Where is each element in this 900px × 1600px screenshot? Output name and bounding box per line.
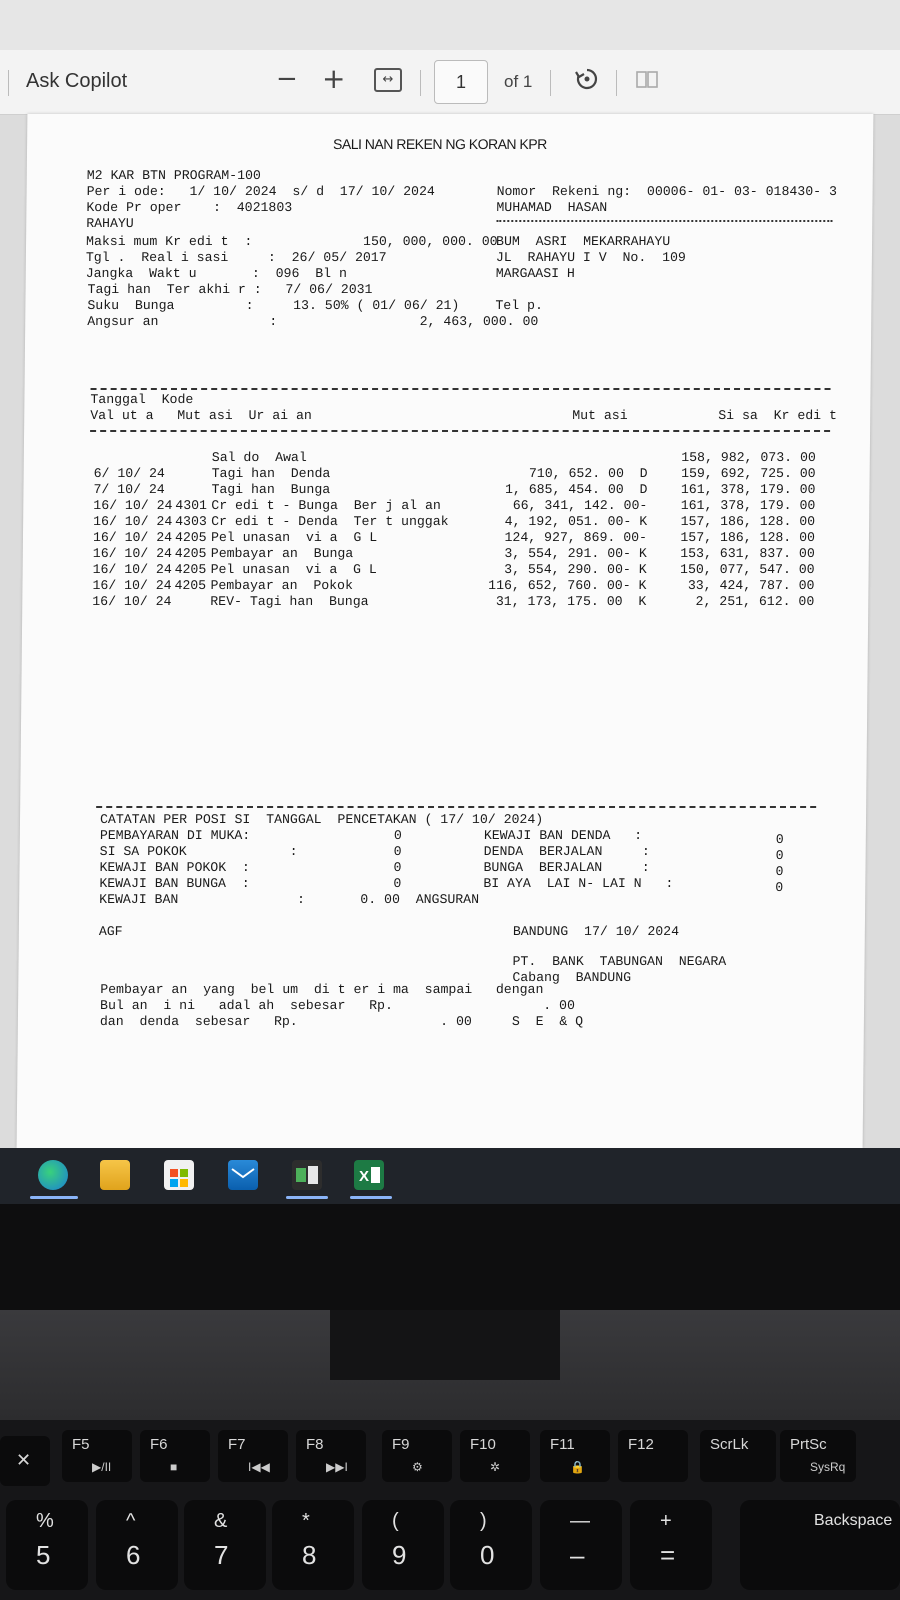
header-left-line: Maksi mum Kr edi t : 150, 000, 000. 00 <box>86 234 498 249</box>
row-description: Cr edi t - Denda Ter t unggak <box>211 514 449 529</box>
catatan-label: PEMBAYARAN DI MUKA: <box>99 828 251 843</box>
toolbar-divider <box>8 70 9 96</box>
row-description: Cr edi t - Bunga Ber j al an <box>211 498 441 513</box>
seq-code: S E & Q <box>511 1014 584 1029</box>
header-left-line: Tgl . Real i sasi : 26/ 05/ 2017 <box>85 250 387 265</box>
row-date: 16/ 10/ 24 <box>93 498 173 513</box>
row-code: 4205 <box>174 546 207 561</box>
branch-name: Cabang BANDUNG <box>512 970 632 985</box>
footer-line: dan denda sebesar Rp. . 00 <box>99 1014 472 1029</box>
backspace-label: Backspace <box>814 1512 893 1529</box>
row-mutasi: 1, 685, 454. 00 D <box>504 482 648 497</box>
header-left-line: M2 KAR BTN PROGRAM-100 <box>86 168 261 183</box>
row-sisa-kredit: 161, 378, 179. 00 <box>680 482 816 497</box>
key-label: F11 <box>550 1436 575 1453</box>
key-digit: 7 <box>214 1540 229 1570</box>
header-left-line: Tagi han Ter akhi r : 7/ 06/ 2031 <box>87 282 373 297</box>
agf-label: AGF <box>98 924 123 939</box>
key-secondary-label: ▶/II <box>92 1460 112 1474</box>
number-key <box>272 1500 354 1590</box>
col-header-tanggal: Tanggal Kode <box>90 392 194 407</box>
toolbar-divider <box>616 70 617 96</box>
row-code: 4205 <box>174 562 207 577</box>
row-mutasi: 66, 341, 142. 00- <box>512 498 648 513</box>
pdf-page <box>17 114 874 1148</box>
row-date: 16/ 10/ 24 <box>92 594 172 609</box>
key-shift-symbol: ( <box>392 1510 399 1532</box>
taskbar <box>0 1148 900 1204</box>
function-key <box>700 1430 776 1482</box>
number-key <box>362 1500 444 1590</box>
row-sisa-kredit: 33, 424, 787. 00 <box>687 578 815 593</box>
key-label: F9 <box>392 1436 410 1453</box>
kewajiban-angsuran: KEWAJI BAN : 0. 00 ANGSURAN <box>99 892 480 907</box>
divider <box>96 806 816 808</box>
rotate-icon[interactable] <box>574 66 600 92</box>
header-left-line: Per i ode: 1/ 10/ 2024 s/ d 17/ 10/ 2024 <box>86 184 435 199</box>
row-code: 4301 <box>175 498 208 513</box>
footer-line: Bul an i ni adal ah sebesar Rp. . 00 <box>99 998 575 1013</box>
address-line: BUM ASRI MEKARRAHAYU <box>496 234 671 249</box>
app-icon[interactable] <box>292 1160 322 1190</box>
row-date: 16/ 10/ 24 <box>92 546 173 561</box>
key-label: PrtSc <box>790 1436 827 1453</box>
row-date: 6/ 10/ 24 <box>93 466 165 481</box>
key-digit: = <box>660 1540 676 1570</box>
row-sisa-kredit: 157, 186, 128. 00 <box>680 530 816 545</box>
catatan-label: KEWAJI BAN BUNGA : <box>99 876 250 891</box>
number-key <box>540 1500 622 1590</box>
active-app-indicator <box>350 1196 392 1199</box>
catatan-label: BUNGA BERJALAN : <box>483 860 650 875</box>
keyboard <box>0 1420 900 1600</box>
header-left-line: Kode Pr oper : 4021803 <box>86 200 293 215</box>
active-app-indicator <box>30 1196 78 1199</box>
toolbar-divider <box>550 70 551 96</box>
divider <box>496 220 832 222</box>
mail-icon[interactable] <box>228 1160 258 1190</box>
bank-name: PT. BANK TABUNGAN NEGARA <box>512 954 727 969</box>
file-explorer-icon[interactable] <box>100 1160 130 1190</box>
key-digit: – <box>570 1540 585 1570</box>
row-date: 16/ 10/ 24 <box>93 514 173 529</box>
catatan-value: 0 <box>393 828 402 843</box>
key-label: F12 <box>628 1436 654 1453</box>
row-mutasi: 124, 927, 869. 00- <box>504 530 648 545</box>
catatan-value: 0 <box>775 864 784 879</box>
row-description: Pel unasan vi a G L <box>210 562 377 577</box>
key-secondary-label: I◀◀ <box>248 1460 270 1474</box>
row-description: REV- Tagi han Bunga <box>210 594 369 609</box>
page-view-icon[interactable] <box>636 70 660 90</box>
key-shift-symbol: ) <box>480 1510 487 1532</box>
col-header-valuta: Val ut a Mut asi Ur ai an <box>90 408 312 423</box>
edge-browser-icon[interactable] <box>38 1160 68 1190</box>
catatan-label: SI SA POKOK : <box>99 844 298 859</box>
function-key <box>618 1430 688 1482</box>
row-description: Tagi han Denda <box>211 466 331 481</box>
row-description: Tagi han Bunga <box>211 482 331 497</box>
row-code: 4205 <box>174 578 207 593</box>
key-secondary-label: 🔒 <box>570 1460 585 1474</box>
number-key <box>6 1500 88 1590</box>
catatan-value: 0 <box>775 832 784 847</box>
account-number: Nomor Rekeni ng: 00006- 01- 03- 018430- 3 <box>496 184 837 199</box>
key-digit: 8 <box>302 1540 317 1570</box>
row-mutasi: 3, 554, 290. 00- K <box>504 562 647 577</box>
function-key <box>140 1430 210 1482</box>
row-code: 4205 <box>174 530 207 545</box>
browser-tab-strip <box>0 0 900 50</box>
catatan-label: KEWAJI BAN POKOK : <box>99 860 250 875</box>
active-app-indicator <box>286 1196 328 1199</box>
key-shift-symbol: % <box>36 1510 54 1532</box>
key-label: ScrLk <box>710 1436 749 1453</box>
pdf-toolbar <box>0 50 900 115</box>
number-key <box>450 1500 532 1590</box>
zoom-out-button[interactable]: − <box>276 64 298 94</box>
header-left-line: Suku Bunga : 13. 50% ( 01/ 06/ 21) <box>87 298 460 313</box>
row-date: 16/ 10/ 24 <box>92 530 173 545</box>
key-label: F10 <box>470 1436 496 1453</box>
row-mutasi: 3, 554, 291. 00- K <box>504 546 647 561</box>
fit-page-icon[interactable]: ↔ <box>374 68 402 92</box>
col-header-mutasi: Mut asi <box>572 408 628 423</box>
number-key <box>184 1500 266 1590</box>
function-key <box>382 1430 452 1482</box>
header-left-line: Angsur an : 2, 463, 000. 00 <box>87 314 539 329</box>
row-description: Pembayar an Bunga <box>210 546 354 561</box>
row-sisa-kredit: 150, 077, 547. 00 <box>680 562 815 577</box>
zoom-in-button[interactable]: + <box>322 62 346 95</box>
row-sisa-kredit: 153, 631, 837. 00 <box>680 546 815 561</box>
key-secondary-label: ▶▶I <box>326 1460 348 1474</box>
row-date: 16/ 10/ 24 <box>92 578 172 593</box>
number-key <box>630 1500 712 1590</box>
function-key <box>780 1430 856 1482</box>
row-date: 16/ 10/ 24 <box>92 562 172 577</box>
phone-label: Tel p. <box>495 298 543 313</box>
key-label: F7 <box>228 1436 246 1453</box>
catatan-value: 0 <box>393 860 402 875</box>
function-key <box>540 1430 610 1482</box>
row-mutasi: 710, 652. 00 D <box>528 466 648 481</box>
page-number-input[interactable]: 1 <box>434 60 488 104</box>
header-left-line: Jangka Wakt u : 096 Bl n <box>85 266 347 281</box>
key-digit: 0 <box>480 1540 495 1570</box>
svg-text:X: X <box>359 1168 370 1185</box>
page-count: of 1 <box>504 72 533 91</box>
divider <box>90 430 830 432</box>
divider <box>91 388 831 390</box>
row-sisa-kredit: 157, 186, 128. 00 <box>680 514 816 529</box>
catatan-label: DENDA BERJALAN : <box>483 844 650 859</box>
key-secondary-label: ■ <box>170 1460 178 1474</box>
address-line: JL RAHAYU I V No. 109 <box>495 250 686 265</box>
catatan-label: BI AYA LAI N- LAI N : <box>483 876 674 891</box>
key-shift-symbol: & <box>214 1510 228 1532</box>
address-line: MARGAASI H <box>495 266 575 281</box>
key-secondary-label: ⚙ <box>412 1460 423 1474</box>
catatan-value: 0 <box>775 848 784 863</box>
row-date: 7/ 10/ 24 <box>93 482 165 497</box>
catatan-value: 0 <box>393 876 402 891</box>
function-key <box>460 1430 530 1482</box>
key-shift-symbol: — <box>570 1510 590 1532</box>
key-shift-symbol: ^ <box>126 1510 136 1532</box>
number-key <box>96 1500 178 1590</box>
key-digit: 9 <box>392 1540 407 1570</box>
function-key <box>62 1430 132 1482</box>
monitor-stand <box>330 1310 560 1380</box>
key-label: F8 <box>306 1436 324 1453</box>
row-sisa-kredit: 158, 982, 073. 00 <box>681 450 816 465</box>
account-holder: MUHAMAD HASAN <box>496 200 608 215</box>
catatan-value: 0 <box>775 880 784 895</box>
row-mutasi: 31, 173, 175. 00 K <box>495 594 647 609</box>
catatan-value: 0 <box>393 844 402 859</box>
key-secondary-label: SysRq <box>810 1460 846 1474</box>
key-shift-symbol: * <box>302 1510 310 1532</box>
header-left-line: RAHAYU <box>86 216 134 231</box>
row-sisa-kredit: 2, 251, 612. 00 <box>695 594 815 609</box>
row-description: Pel unasan vi a G L <box>210 530 378 545</box>
toolbar-divider <box>420 70 421 96</box>
key-label: F6 <box>150 1436 168 1453</box>
key-digit: 6 <box>126 1540 141 1570</box>
mute-key: ✕ <box>0 1436 50 1486</box>
ask-copilot-button[interactable]: Ask Copilot <box>26 70 128 92</box>
desk-background <box>0 1310 900 1420</box>
row-sisa-kredit: 161, 378, 179. 00 <box>680 498 816 513</box>
row-sisa-kredit: 159, 692, 725. 00 <box>681 466 816 481</box>
col-header-sisa: Si sa Kr edi t <box>718 408 838 423</box>
place-date: BANDUNG 17/ 10/ 2024 <box>512 924 680 939</box>
catatan-title: CATATAN PER POSI SI TANGGAL PENCETAKAN ( 17/ 10/ 2024) <box>99 812 544 827</box>
row-description: Pembayar an Pokok <box>210 578 354 593</box>
store-icon[interactable] <box>164 1160 194 1190</box>
document-title: SALI NAN REKEN NG KORAN KPR <box>333 136 547 152</box>
key-secondary-label: ✲ <box>490 1460 501 1474</box>
row-mutasi: 116, 652, 760. 00- K <box>488 578 647 593</box>
key-shift-symbol: + <box>660 1510 672 1532</box>
excel-icon[interactable] <box>354 1160 384 1190</box>
function-key <box>218 1430 288 1482</box>
key-label: F5 <box>72 1436 90 1453</box>
function-key <box>296 1430 366 1482</box>
catatan-label: KEWAJI BAN DENDA : <box>483 828 643 843</box>
row-mutasi: 4, 192, 051. 00- K <box>504 514 648 529</box>
backspace-key <box>740 1500 900 1590</box>
row-code: 4303 <box>175 514 207 529</box>
footer-line: Pembayar an yang bel um di t er i ma sampai dengan <box>100 982 544 997</box>
monitor-bezel <box>0 1204 900 1310</box>
key-digit: 5 <box>36 1540 51 1570</box>
row-description: Sal do Awal <box>211 450 307 465</box>
